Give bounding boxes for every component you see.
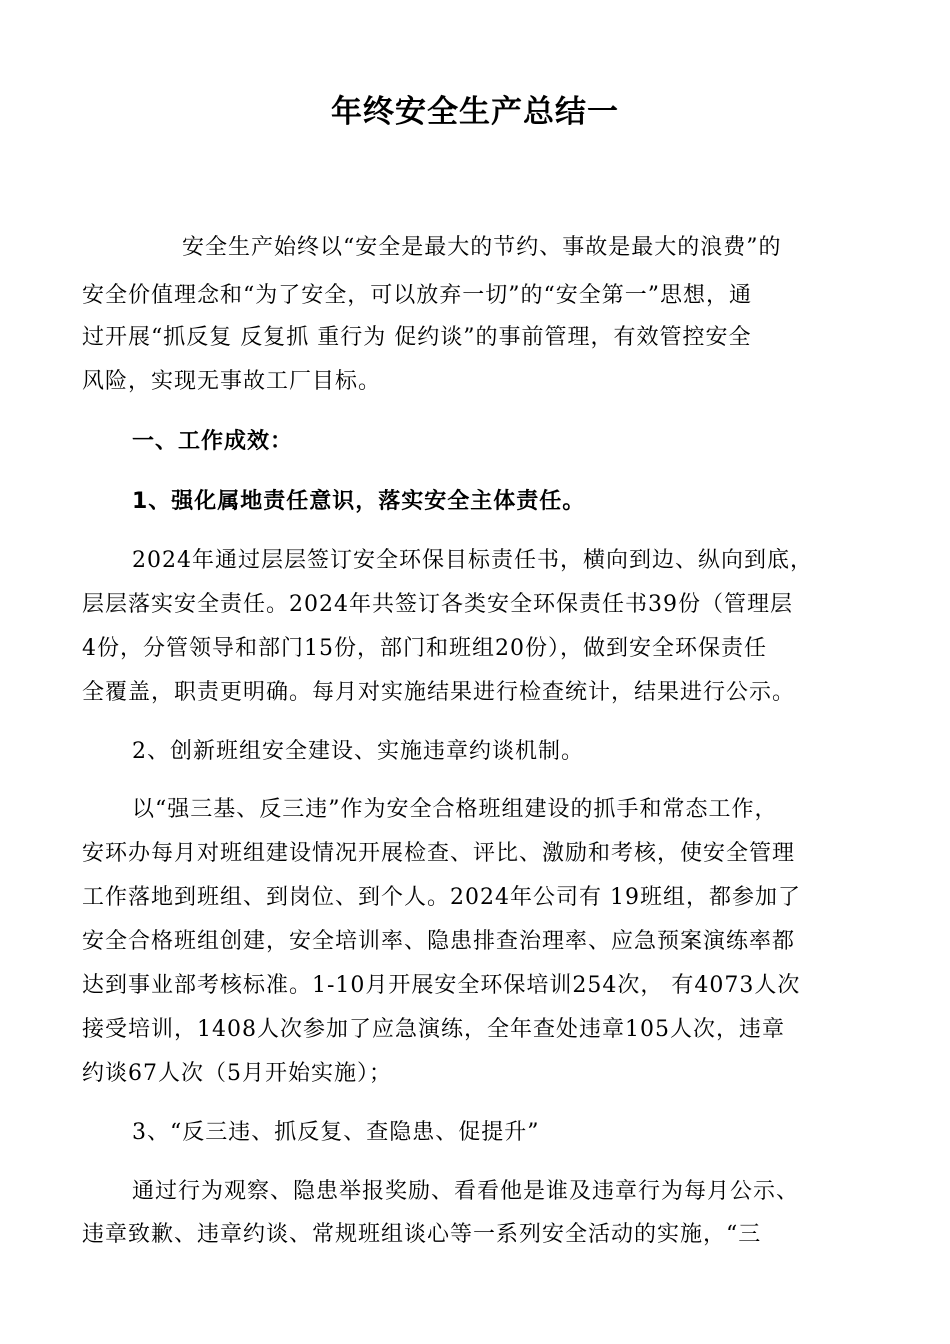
subheading-3: 3、“反三违、抓反复、查隐患、促提升” bbox=[132, 1120, 540, 1145]
document-title: 年终安全生产总结一 bbox=[331, 94, 619, 130]
subheading-2: 2、创新班组安全建设、实施违章约谈机制。 bbox=[132, 739, 584, 764]
intro-line-1: 安全生产始终以“安全是最大的节约、事故是最大的浪费”的 bbox=[182, 235, 782, 260]
paragraph-1-line-2: 层层落实安全责任。2024年共签订各类安全环保责任书39份（管理层 bbox=[82, 592, 793, 617]
intro-line-4: 风险，实现无事故工厂目标。 bbox=[82, 369, 382, 394]
paragraph-2-line-5: 达到事业部考核标准。1-10月开展安全环保培训254次， 有4073人次 bbox=[82, 973, 801, 998]
paragraph-2-line-4: 安全合格班组创建，安全培训率、隐患排查治理率、应急预案演练率都 bbox=[82, 929, 796, 954]
paragraph-2-line-6: 接受培训，1408人次参加了应急演练，全年查处违章105人次，违章 bbox=[82, 1017, 785, 1042]
section-heading-results: 一、工作成效： bbox=[132, 429, 294, 454]
paragraph-2-line-7: 约谈67人次（5月开始实施）； bbox=[82, 1061, 392, 1086]
paragraph-2-line-1: 以“强三基、反三违”作为安全合格班组建设的抓手和常态工作， bbox=[132, 797, 778, 822]
paragraph-2-line-3: 工作落地到班组、到岗位、到个人。2024年公司有 19班组，都参加了 bbox=[82, 885, 801, 910]
paragraph-3-line-2: 违章致歉、违章约谈、常规班组谈心等一系列安全活动的实施，“三 bbox=[82, 1222, 762, 1247]
subheading-1: 1、强化属地责任意识，落实安全主体责任。 bbox=[132, 489, 586, 514]
paragraph-3-line-1: 通过行为观察、隐患举报奖励、看看他是谁及违章行为每月公示、 bbox=[132, 1179, 800, 1204]
paragraph-1-line-3: 4份，分管领导和部门15份，部门和班组20份），做到安全环保责任 bbox=[82, 636, 767, 661]
intro-line-2: 安全价值理念和“为了安全，可以放弃一切”的“安全第一”思想，通 bbox=[82, 283, 752, 308]
paragraph-2-line-2: 安环办每月对班组建设情况开展检查、评比、激励和考核，使安全管理 bbox=[82, 841, 796, 866]
paragraph-1-line-1: 2024年通过层层签订安全环保目标责任书，横向到边、纵向到底， bbox=[132, 548, 813, 573]
intro-line-3: 过开展“抓反复 反复抓 重行为 促约谈”的事前管理，有效管控安全 bbox=[82, 325, 752, 350]
paragraph-1-line-4: 全覆盖，职责更明确。每月对实施结果进行检查统计，结果进行公示。 bbox=[82, 680, 796, 705]
